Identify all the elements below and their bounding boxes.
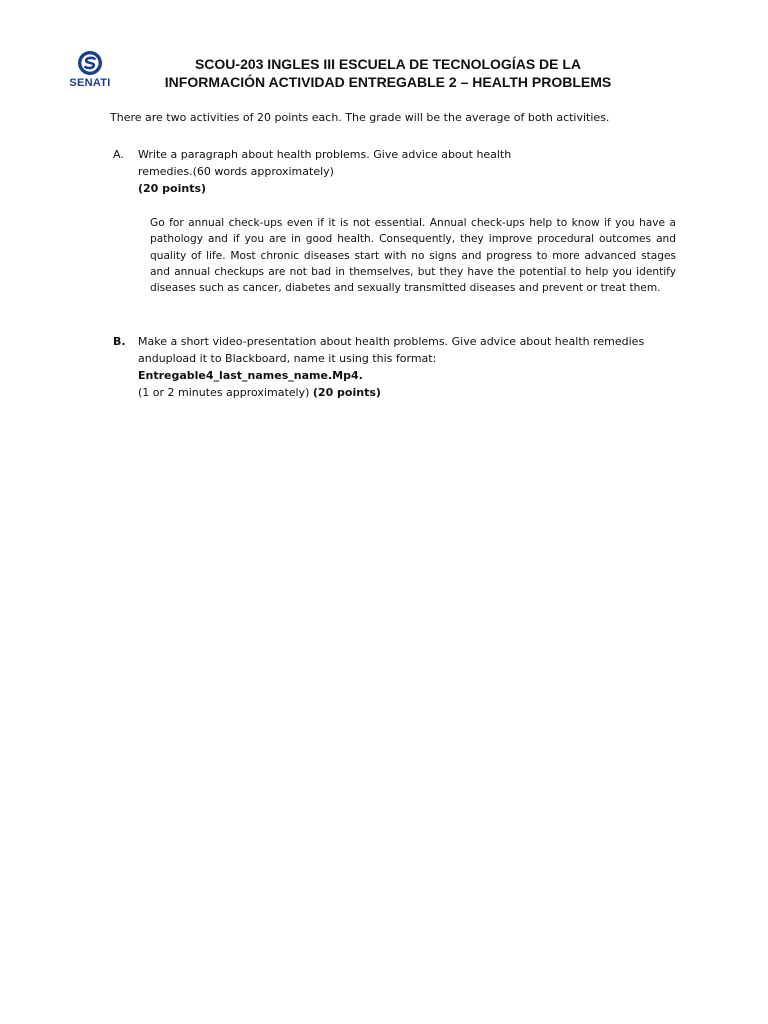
activity-b-filename-format: Entregable4_last_names_name.Mp4. (138, 369, 363, 382)
activity-b-duration: (1 or 2 minutes approximately) (138, 386, 313, 399)
activity-a-body (138, 146, 698, 197)
activity-b-marker: B. (113, 335, 126, 348)
answer-paragraph: Go for annual check-ups even if it is not essential. Annual check-ups help to know if you have a pathology and if you are in good health. Consequently, they improve procedural outcomes and quality of life. Most chronic diseases start with no signs and progress to more advanced stages and annual checkups are not bad in themselves, but they have the potential to help you identify diseases such as cancer, diabetes and sexually transmitted diseases and prevent or treat them. (150, 217, 676, 295)
activity-a-marker: A. (113, 148, 124, 161)
activity-a-points: (20 points) (138, 182, 207, 195)
title-line-1: SCOU-203 INGLES III ESCUELA DE TECNOLOGÍAS DE LA (194, 56, 582, 72)
activity-b-line-1: Make a short video-presentation about health problems. Give advice about health remedies (138, 335, 645, 348)
activity-b-line-2: andupload it to Blackboard, name it using this format: (138, 352, 437, 365)
activity-b-points: (20 points) (312, 386, 381, 399)
activity-b-body (138, 333, 698, 401)
title-line-2: INFORMACIÓN ACTIVIDAD ENTREGABLE 2 – HEALTH PROBLEMS (164, 74, 612, 90)
logo-text: SENATI (69, 77, 111, 89)
document-title (128, 55, 648, 91)
activity-b-line-4 (138, 384, 698, 401)
intro-paragraph: There are two activities of 20 points each. The grade will be the average of both activities. (110, 111, 610, 124)
senati-logo (64, 50, 116, 92)
activity-a-line-1: Write a paragraph about health problems. Give advice about health (138, 148, 512, 161)
activity-a-line-2: remedies.(60 words approximately) (138, 165, 334, 178)
senati-emblem-icon (77, 50, 103, 76)
